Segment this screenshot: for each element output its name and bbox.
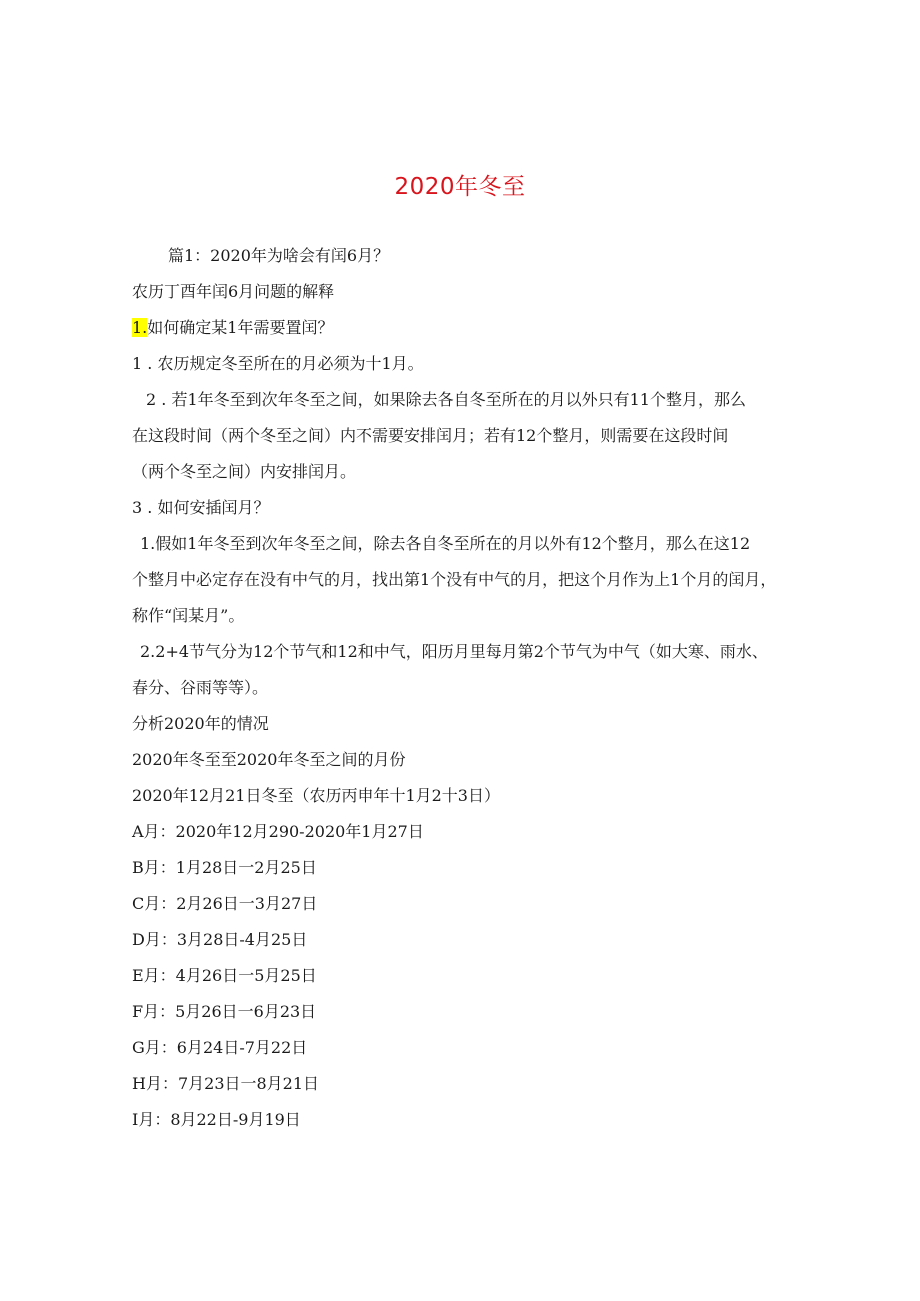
section-heading-text: 如何确定某1年需要置闰？	[147, 318, 334, 337]
highlight-marker: 1.	[132, 318, 148, 337]
page-title: 2020年冬至	[394, 174, 526, 200]
paragraph: 农历丁酉年闰6月问题的解释	[132, 282, 335, 301]
section-heading: 3 . 如何安插闰月？	[132, 498, 270, 517]
paragraph: 在这段时间（两个冬至之间）内不需要安排闰月；若有12个整月，则需要在这段时间	[132, 426, 729, 445]
paragraph: 个整月中必定存在没有中气的月，找出第1个没有中气的月，把这个月作为上1个月的闰月，	[132, 570, 777, 589]
list-item: A月：2020年12月290-2020年1月27日	[132, 822, 424, 841]
list-item: F月：5月26日一6月23日	[132, 1002, 317, 1021]
list-item: H月：7月23日一8月21日	[132, 1074, 320, 1093]
list-item: G月：6月24日-7月22日	[132, 1038, 308, 1057]
paragraph: 1.假如1年冬至到次年冬至之间，除去各自冬至所在的月以外有12个整月，那么在这12	[140, 534, 751, 553]
list-item: E月：4月26日一5月25日	[132, 966, 317, 985]
paragraph: 2020年12月21日冬至（农历丙申年十1月2十3日）	[132, 786, 500, 805]
paragraph: 称作“闰某月”。	[132, 606, 245, 625]
list-item: B月：1月28日一2月25日	[132, 858, 317, 877]
paragraph: 分析2020年的情况	[132, 714, 269, 733]
article-heading: 篇1：2020年为啥会有闰6月？	[168, 246, 390, 265]
paragraph: 2020年冬至至2020年冬至之间的月份	[132, 750, 406, 769]
paragraph: 2.2+4节气分为12个节气和12和中气，阳历月里每月第2个节气为中气（如大寒、雨水、	[140, 642, 768, 661]
paragraph: 春分、谷雨等等）。	[132, 678, 269, 697]
list-item: C月：2月26日一3月27日	[132, 894, 318, 913]
section-heading	[132, 310, 792, 346]
list-item: I月：8月22日-9月19日	[132, 1110, 301, 1129]
paragraph: 1 . 农历规定冬至所在的月必须为十1月。	[132, 354, 424, 373]
paragraph: （两个冬至之间）内安排闰月。	[132, 462, 357, 481]
document-body	[132, 238, 792, 1138]
list-item: D月：3月28日-4月25日	[132, 930, 308, 949]
paragraph: 2 . 若1年冬至到次年冬至之间，如果除去各自冬至所在的月以外只有11个整月，那么	[146, 390, 746, 409]
